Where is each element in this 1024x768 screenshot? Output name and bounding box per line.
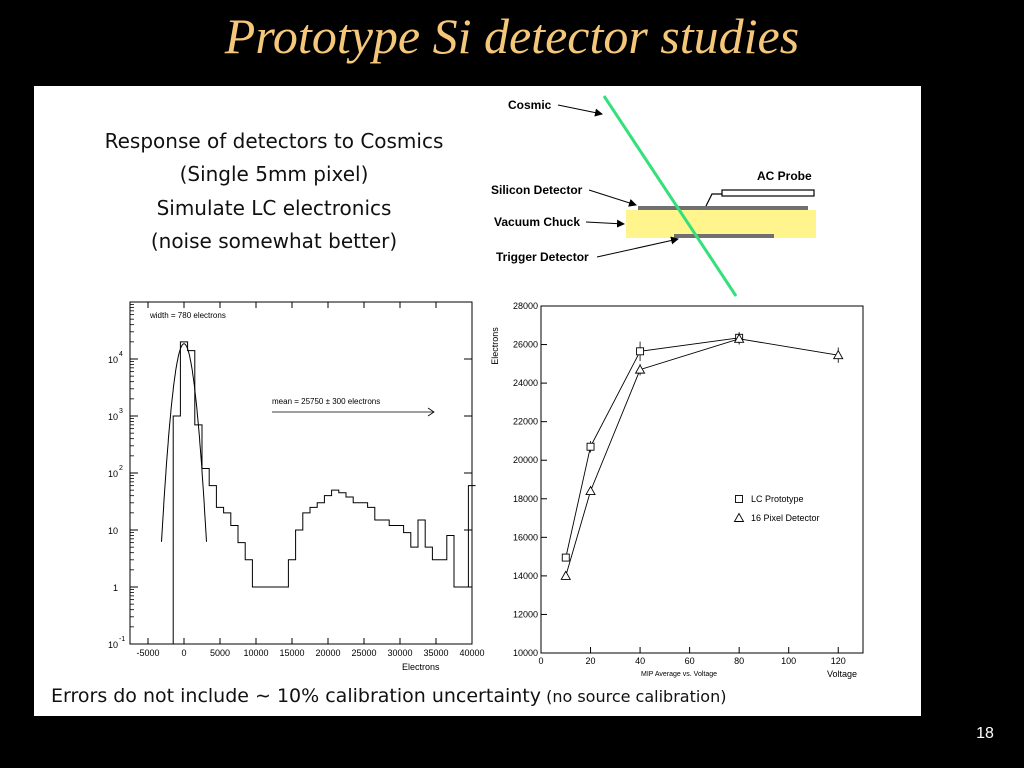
- trigger-arrow: [597, 239, 678, 257]
- y-tick-label: 26000: [512, 339, 538, 350]
- x-tick-label: 0: [538, 656, 544, 666]
- y-tick-exponent: 2: [119, 465, 123, 472]
- ac-probe-lead: [706, 194, 722, 206]
- calibration-note: Errors do not include ∼ 10% calibration uncertainty: [51, 685, 541, 707]
- x-tick-label: 60: [684, 656, 695, 666]
- ac-probe-body: [722, 190, 814, 196]
- y-tick-label: 10000: [512, 648, 538, 658]
- x-tick-label: 15000: [279, 648, 305, 658]
- x-axis-label: Voltage: [827, 669, 858, 679]
- histogram-frame: [130, 302, 472, 644]
- data-point-triangle: [636, 365, 645, 373]
- x-tick-label: 5000: [209, 648, 231, 658]
- x-tick-label: 100: [781, 656, 797, 666]
- heading-line-3: Simulate LC electronics: [156, 196, 392, 220]
- x-tick-label: 25000: [351, 648, 377, 658]
- y-tick-label: 22000: [512, 416, 538, 427]
- silicon-detector-plate: [638, 206, 808, 210]
- y-axis-label: Electrons: [490, 327, 500, 365]
- y-tick-label: 12000: [512, 609, 538, 620]
- data-point-square: [637, 348, 644, 355]
- y-tick-label: 16000: [512, 532, 538, 543]
- voltage-frame: [541, 306, 863, 653]
- histogram-series: [166, 342, 476, 644]
- silicon-detector-label: Silicon Detector: [491, 183, 583, 197]
- cosmic-label: Cosmic: [508, 98, 552, 112]
- y-tick-label: 10: [107, 412, 118, 422]
- y-tick-label: 10: [107, 640, 118, 650]
- heading-line-2: (Single 5mm pixel): [179, 162, 369, 186]
- page-number: 18: [976, 725, 994, 742]
- y-tick-label: 28000: [512, 301, 538, 311]
- series-line-1: [566, 339, 838, 576]
- y-tick-exponent: 3: [119, 408, 123, 415]
- heading-line-4: (noise somewhat better): [150, 229, 398, 253]
- x-tick-label: 10000: [243, 648, 269, 658]
- mip-vs-voltage-chart: [484, 294, 864, 679]
- trigger-detector-label: Trigger Detector: [496, 250, 589, 264]
- data-point-square: [587, 443, 594, 450]
- x-tick-label: -5000: [136, 648, 160, 658]
- mean-annotation: mean = 25750 ± 300 electrons: [272, 397, 381, 406]
- legend-marker-square: [736, 496, 743, 503]
- y-tick-label: 18000: [512, 493, 538, 504]
- silicon-arrow: [589, 190, 636, 205]
- vacuum-chuck-label: Vacuum Chuck: [494, 215, 581, 229]
- x-axis-label: Electrons: [402, 662, 440, 672]
- y-tick-label: 10: [107, 355, 118, 365]
- x-tick-label: 0: [181, 648, 187, 658]
- legend-marker-triangle: [735, 514, 744, 522]
- slide-title: Prototype Si detector studies: [224, 8, 800, 64]
- data-point-square: [562, 554, 569, 561]
- y-tick-label: 10: [107, 469, 118, 479]
- x-tick-label: 120: [830, 656, 846, 666]
- heading-line-1: Response of detectors to Cosmics: [104, 129, 444, 153]
- cosmic-arrow: [558, 105, 602, 114]
- data-point-triangle: [586, 487, 595, 495]
- ac-probe-label: AC Probe: [757, 169, 812, 183]
- y-tick-exponent: -1: [119, 636, 126, 643]
- footer-note: [51, 685, 726, 707]
- x-tick-label: 40: [635, 656, 646, 666]
- width-annotation: width = 780 electrons: [150, 311, 226, 320]
- y-tick-label: 24000: [512, 378, 538, 389]
- x-axis-sublabel: MIP Average vs. Voltage: [641, 671, 718, 678]
- content-panel: [34, 86, 921, 716]
- gaussian-fit: [162, 344, 207, 542]
- chuck-arrow: [586, 222, 624, 224]
- legend-label: LC Prototype: [751, 494, 804, 504]
- cosmic-ray: [604, 96, 736, 296]
- vacuum-chuck: [626, 210, 816, 238]
- y-tick-exponent: 4: [119, 351, 123, 358]
- y-tick-label: 10: [107, 526, 118, 536]
- x-tick-label: 30000: [387, 648, 413, 658]
- y-tick-label: 14000: [512, 570, 538, 581]
- x-tick-label: 20000: [315, 648, 341, 658]
- calibration-subnote: (no source calibration): [546, 687, 727, 706]
- x-tick-label: 20: [585, 656, 596, 666]
- trigger-detector-plate: [674, 234, 774, 238]
- legend-label: 16 Pixel Detector: [751, 513, 820, 523]
- electron-spectrum-chart: [62, 294, 485, 674]
- y-tick-label: 1: [112, 583, 118, 593]
- x-tick-label: 80: [734, 656, 745, 666]
- data-point-triangle: [561, 571, 570, 579]
- x-tick-label: 40000: [459, 648, 485, 658]
- x-tick-label: 35000: [423, 648, 449, 658]
- y-tick-label: 20000: [512, 455, 538, 466]
